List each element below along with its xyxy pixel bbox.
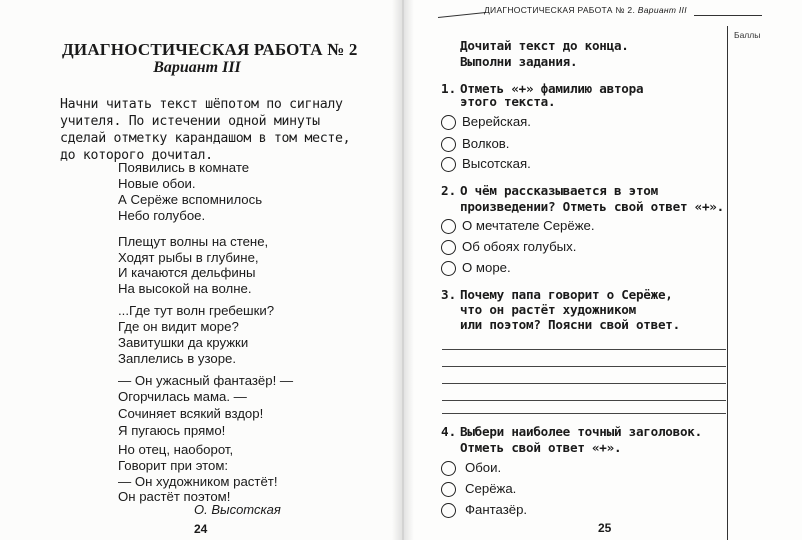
answer-radio[interactable] — [441, 261, 456, 276]
answer-radio[interactable] — [441, 482, 456, 497]
question-text: Отметь свой ответ «+». — [460, 440, 622, 455]
variant-subtitle: Вариант III — [153, 59, 241, 76]
answer-radio[interactable] — [441, 115, 456, 130]
answer-radio[interactable] — [441, 137, 456, 152]
answer-radio[interactable] — [441, 461, 456, 476]
instruction-line: до которого дочитал. — [60, 148, 213, 163]
score-column-divider — [727, 26, 728, 540]
poem-line: Завитушки да кружки — [118, 335, 249, 350]
instruction-line: сделай отметку карандашом в том месте, — [60, 131, 351, 146]
question-number: 4. — [441, 424, 457, 439]
poem-line: Заплелись в узоре. — [118, 351, 237, 366]
answer-option: Высотская. — [462, 156, 531, 171]
running-header — [484, 5, 687, 15]
question-number: 3. — [441, 287, 457, 302]
answer-option: Волков. — [462, 136, 510, 151]
poem-line: — Он художником растёт! — [118, 474, 278, 489]
answer-radio[interactable] — [441, 157, 456, 172]
poem-line: Огорчилась мама. — — [118, 389, 247, 404]
poem-line: А Серёже вспомнилось — [118, 192, 263, 207]
question-text: Выбери наиболее точный заголовок. — [460, 424, 702, 439]
answer-radio[interactable] — [441, 240, 456, 255]
poem-line: Сочиняет всякий вздор! — [118, 406, 264, 421]
header-title: ДИАГНОСТИЧЕСКАЯ РАБОТА № 2. — [484, 5, 636, 15]
page-number-right: 25 — [598, 521, 612, 535]
header-rule-right — [694, 15, 762, 16]
page-title: ДИАГНОСТИЧЕСКАЯ РАБОТА № 2 — [62, 40, 358, 59]
intro-line: Дочитай текст до конца. — [460, 38, 629, 53]
answer-option: О море. — [462, 260, 511, 275]
poem-line: Где он видит море? — [118, 319, 239, 334]
answer-line[interactable] — [442, 413, 726, 414]
instruction-line: Начни читать текст шёпотом по сигналу — [60, 97, 343, 112]
poem-line: Но отец, наоборот, — [118, 442, 234, 457]
answer-option: Серёжа. — [465, 481, 517, 496]
poem-line: — Он ужасный фантазёр! — — [118, 373, 294, 388]
question-text: или поэтом? Поясни свой ответ. — [460, 317, 680, 332]
poem-author: О. Высотская — [194, 502, 281, 517]
header-variant: Вариант III — [637, 5, 687, 15]
answer-option: Об обоях голубых. — [462, 239, 577, 254]
question-text: Отметь «+» фамилию автора — [460, 81, 644, 96]
answer-option: О мечтателе Серёже. — [462, 218, 595, 233]
page-number-left: 24 — [194, 522, 208, 536]
book-gutter — [392, 0, 414, 540]
answer-line[interactable] — [442, 383, 726, 384]
poem-line: Появились в комнате — [118, 160, 250, 175]
answer-option: Обои. — [465, 460, 502, 475]
poem-line: ...Где тут волн гребешки? — [118, 303, 275, 318]
poem-line: И качаются дельфины — [118, 265, 256, 280]
answer-option: Верейская. — [462, 114, 531, 129]
answer-line[interactable] — [442, 366, 726, 367]
poem-line: Новые обои. — [118, 176, 196, 191]
poem-line: Ходят рыбы в глубине, — [118, 250, 259, 265]
answer-radio[interactable] — [441, 219, 456, 234]
question-number: 2. — [441, 183, 457, 198]
instruction-line: учителя. По истечении одной минуты — [60, 114, 320, 129]
question-text: О чём рассказывается в этом — [460, 183, 658, 198]
question-text: Почему папа говорит о Серёже, — [460, 287, 673, 302]
poem-line: Плещут волны на стене, — [118, 234, 269, 249]
answer-line[interactable] — [442, 400, 726, 401]
score-label: Баллы — [734, 30, 761, 40]
question-text: произведении? Отметь свой ответ «+». — [460, 199, 724, 214]
intro-line: Выполни задания. — [460, 54, 578, 69]
answer-line[interactable] — [442, 349, 726, 350]
poem-line: Я пугаюсь прямо! — [118, 423, 226, 438]
answer-option: Фантазёр. — [465, 502, 528, 517]
poem-line: Говорит при этом: — [118, 458, 229, 473]
poem-line: Он растёт поэтом! — [118, 489, 231, 504]
question-number: 1. — [441, 81, 457, 96]
answer-radio[interactable] — [441, 503, 456, 518]
poem-line: Небо голубое. — [118, 208, 206, 223]
question-text: этого текста. — [460, 94, 556, 109]
poem-line: На высокой на волне. — [118, 281, 252, 296]
question-text: что он растёт художником — [460, 302, 636, 317]
